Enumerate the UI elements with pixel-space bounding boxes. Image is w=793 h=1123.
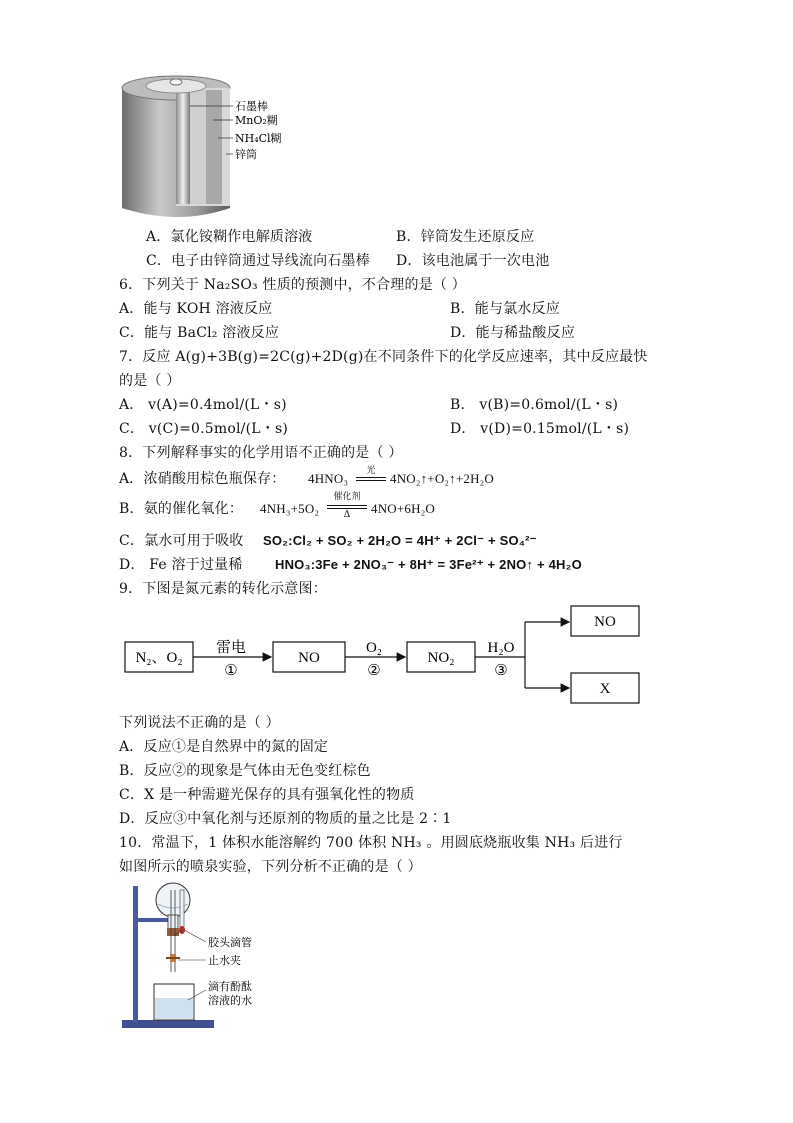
diagram-arrow-1-label: 雷电 [215, 640, 247, 656]
q8-option-b-arrow [325, 492, 369, 524]
diagram-box-no-text: NO [298, 650, 320, 666]
fountain-label-water: 溶液的水 [208, 994, 252, 1007]
q8-option-a-right: 4NO₂↑+O₂↑+2H₂O [390, 471, 495, 486]
q6-stem: 6．下列关于 Na₂SO₃ 性质的预测中，不合理的是（ ） [119, 277, 466, 293]
diagram-arrow-3-number: ③ [494, 663, 508, 679]
fountain-label-phenolphthalein: 滴有酚酞 [208, 980, 252, 993]
fountain-label-dropper: 胶头滴管 [208, 936, 252, 949]
q9-stem: 9．下图是氮元素的转化示意图： [119, 581, 327, 597]
q7-option-a: A． v(A)=0.4mol/(L・s) [119, 397, 287, 413]
q6-option-d: D．能与稀盐酸反应 [450, 325, 576, 341]
q8-option-b-right: 4NO+6H₂O [371, 501, 436, 516]
battery-label-mno2: MnO₂糊 [235, 114, 278, 127]
q8-option-c-equation: SO₂:Cl₂ + SO₂ + 2H₂O = 4H⁺ + 2Cl⁻ + SO₄²⁻ [263, 533, 537, 548]
q7-stem-line1: 7．反应 A(g)+3B(g)=2C(g)+2D(g)在不同条件下的化学反应速率，其中反应最快 [119, 349, 648, 365]
diagram-box-no2-text: NO₂ [427, 650, 455, 666]
q8-option-a-left: 4HNO₃ [308, 471, 349, 486]
q8-option-d-prefix: D． Fe 溶于过量稀 [119, 557, 243, 573]
q7-option-c: C． v(C)=0.5mol/(L・s) [119, 421, 289, 437]
q5-option-a: A．氯化铵糊作电解质溶液 [146, 229, 313, 245]
q9-option-b: B．反应②的现象是气体由无色变红棕色 [119, 763, 371, 779]
q8-stem: 8．下列解释事实的化学用语不正确的是（ ） [119, 445, 403, 461]
q9-option-c: C．X 是一种需避光保存的具有强氧化性的物质 [119, 787, 415, 803]
q8-option-a-prefix: A．浓硝酸用棕色瓶保存： [119, 471, 286, 487]
q5-option-d: D．该电池属于一次电池 [396, 253, 550, 269]
q8-option-a-arrow [354, 466, 388, 488]
diagram-box-no-product-text: NO [594, 614, 616, 630]
diagram-box-x-text: X [599, 681, 611, 697]
q7-stem-line2: 的是（ ） [119, 373, 181, 389]
diagram-box-n2-o2-text: N₂、O₂ [135, 650, 183, 666]
q8-option-b-left: 4NH₃+5O₂ [260, 501, 320, 516]
q6-option-a: A．能与 KOH 溶液反应 [119, 301, 273, 317]
q9-question: 下列说法不正确的是（ ） [119, 715, 280, 731]
q8-option-c-prefix: C．氯水可用于吸收 [119, 533, 244, 549]
q5-option-b: B．锌筒发生还原反应 [396, 229, 535, 245]
diagram-arrow-2-label: O₂ [365, 640, 383, 656]
fountain-experiment-figure [118, 882, 288, 1032]
q9-option-a: A．反应①是自然界中的氮的固定 [119, 739, 329, 755]
battery-label-graphite: 石墨棒 [235, 100, 268, 113]
q9-option-d: D．反应③中氧化剂与还原剂的物质的量之比是 2∶1 [119, 811, 452, 827]
q8-option-d-equation: HNO₃:3Fe + 2NO₃⁻ + 8H⁺ = 3Fe²⁺ + 2NO↑ + 4H₂O [275, 557, 582, 572]
q6-option-c: C．能与 BaCl₂ 溶液反应 [119, 325, 280, 341]
q8-option-b-condition-bottom: Δ [343, 510, 351, 520]
q6-option-b: B．能与氯水反应 [450, 301, 560, 317]
diagram-arrow-1-number: ① [224, 663, 238, 679]
diagram-arrow-3-label: H₂O [487, 640, 515, 656]
q10-stem-line1: 10．常温下，1 体积水能溶解约 700 体积 NH₃ 。用圆底烧瓶收集 NH₃ 后进行 [119, 835, 623, 851]
diagram-arrow-2-number: ② [367, 663, 381, 679]
battery-label-nh4cl: NH₄Cl糊 [235, 132, 282, 145]
q5-option-c: C．电子由锌筒通过导线流向石墨棒 [146, 253, 370, 269]
nitrogen-flow-diagram [118, 600, 648, 710]
q8-option-b-prefix: B．氨的催化氧化： [119, 501, 244, 517]
q7-option-d: D． v(D)=0.15mol/(L・s) [450, 421, 630, 437]
battery-figure [118, 66, 293, 226]
q10-stem-line2: 如图所示的喷泉实验，下列分析不正确的是（ ） [119, 859, 422, 875]
q8-option-b-condition-top: 催化剂 [333, 492, 361, 502]
q7-option-b: B． v(B)=0.6mol/(L・s) [450, 397, 619, 413]
fountain-label-clamp: 止水夹 [208, 954, 241, 967]
battery-label-zinc: 锌筒 [235, 148, 257, 161]
q8-option-a-condition: 光 [366, 466, 376, 476]
